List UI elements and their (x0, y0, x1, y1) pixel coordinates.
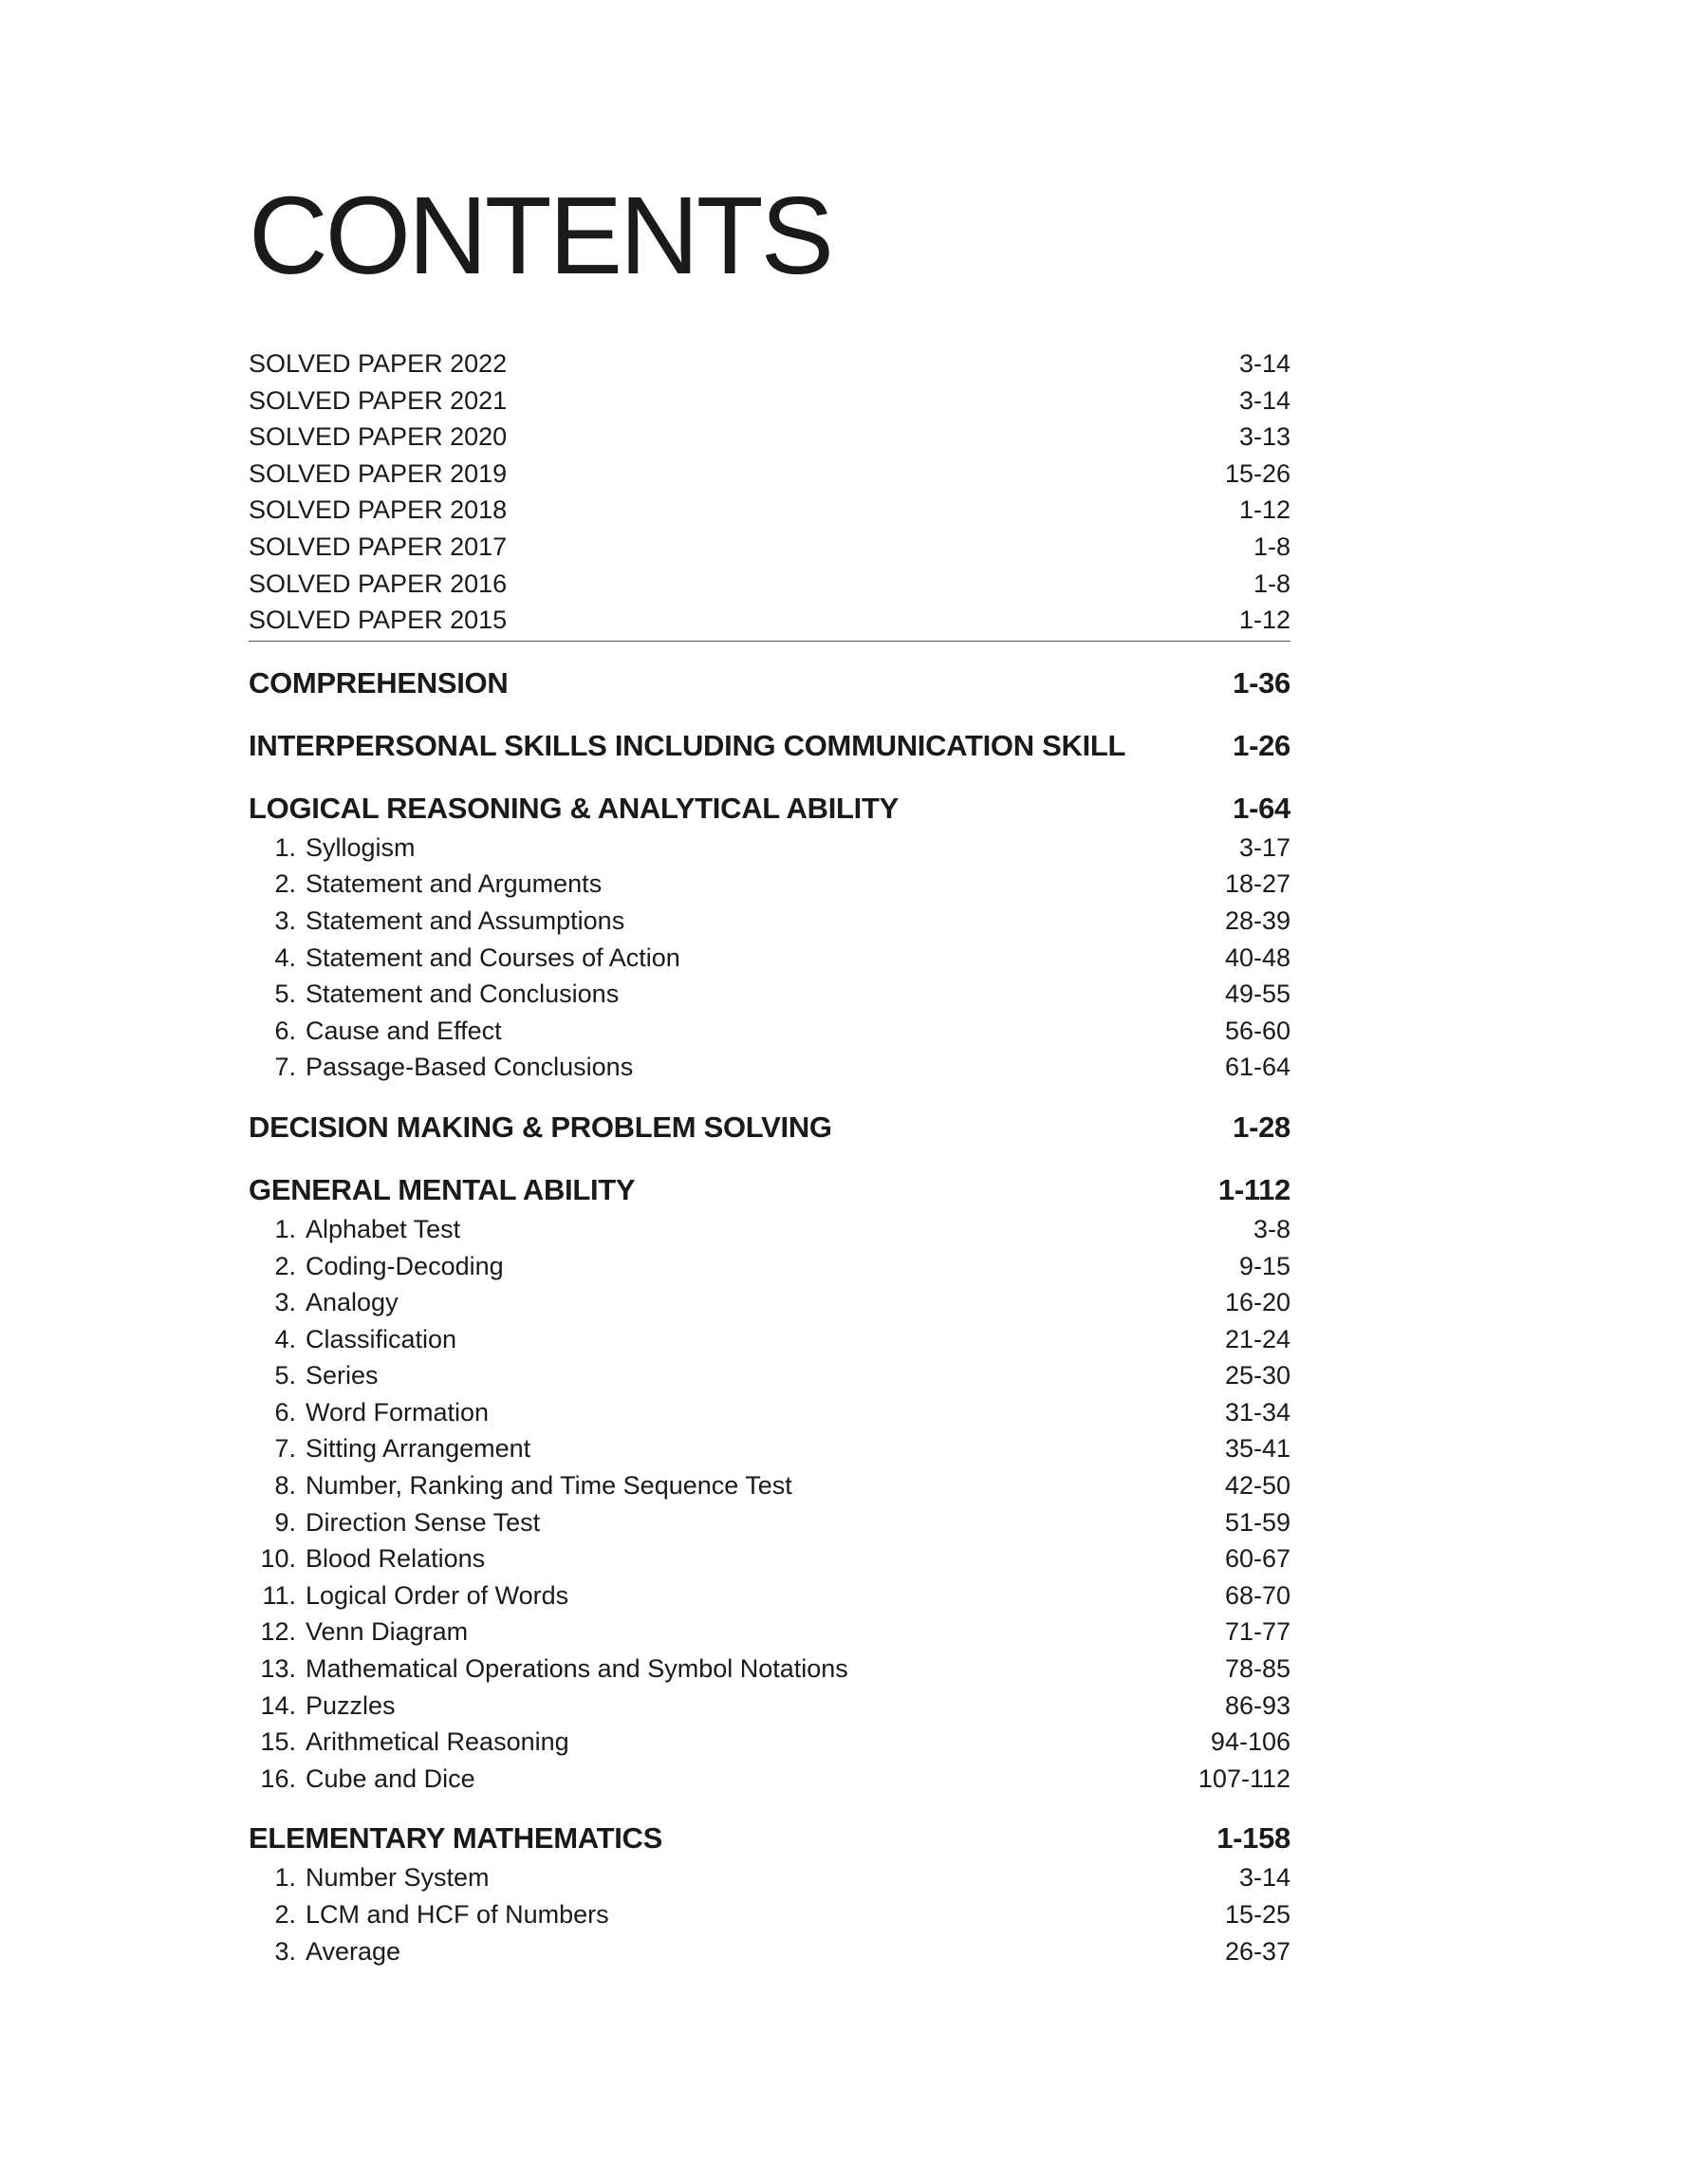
section-pages: 1-64 (1233, 791, 1290, 825)
section-title: GENERAL MENTAL ABILITY (249, 1172, 636, 1206)
solved-paper-pages: 1-8 (1253, 569, 1290, 598)
chapter-title: Cause and Effect (306, 1016, 502, 1045)
chapter-title: Cube and Dice (306, 1763, 475, 1793)
section-heading (249, 1107, 1290, 1148)
chapter-number: 2. (274, 1251, 296, 1280)
chapter-number: 9. (274, 1507, 296, 1537)
chapter-number: 11. (262, 1580, 296, 1610)
chapter-pages: 49-55 (1224, 980, 1290, 1009)
chapter-title: Coding-Decoding (306, 1251, 504, 1280)
chapter-number: 8. (274, 1471, 296, 1501)
section-heading (249, 1818, 1290, 1859)
chapter-pages: 26-37 (1224, 1936, 1290, 1966)
chapter-row (249, 1614, 1290, 1651)
chapter-title: Analogy (306, 1288, 399, 1317)
section-comprehension (249, 662, 1290, 704)
contents-page (249, 174, 1290, 1969)
chapter-title: Word Formation (306, 1397, 490, 1427)
chapter-row (249, 976, 1290, 1013)
chapter-pages: 3-14 (1238, 1863, 1290, 1893)
solved-paper-row (249, 602, 1290, 639)
chapter-row (249, 1577, 1290, 1614)
chapter-row (249, 903, 1290, 940)
solved-paper-pages: 3-14 (1238, 349, 1290, 378)
section-pages: 1-26 (1233, 728, 1290, 762)
solved-paper-pages: 1-12 (1238, 495, 1290, 525)
chapter-title: Venn Diagram (306, 1617, 469, 1647)
chapter-row (249, 1688, 1290, 1725)
chapter-pages: 31-34 (1224, 1397, 1290, 1427)
chapter-pages: 107-112 (1197, 1763, 1290, 1793)
chapter-pages: 3-8 (1253, 1214, 1290, 1243)
chapter-row (249, 1651, 1290, 1688)
chapter-title: Blood Relations (306, 1544, 486, 1574)
chapter-pages: 68-70 (1224, 1580, 1290, 1610)
chapter-number: 10. (260, 1544, 296, 1574)
solved-paper-pages: 1-12 (1238, 606, 1290, 635)
section-heading (249, 725, 1290, 767)
solved-paper-label: SOLVED PAPER 2022 (249, 349, 508, 378)
section-pages: 1-28 (1233, 1110, 1290, 1144)
chapter-number: 1. (274, 1863, 296, 1893)
chapter-number: 4. (274, 942, 296, 972)
chapter-number: 7. (274, 1434, 296, 1464)
chapter-row (249, 1761, 1290, 1798)
chapter-row (249, 1321, 1290, 1358)
chapter-number: 3. (274, 1936, 296, 1966)
chapter-number: 6. (274, 1016, 296, 1045)
chapter-pages: 40-48 (1224, 942, 1290, 972)
chapter-pages: 78-85 (1224, 1654, 1290, 1684)
chapter-row (249, 1394, 1290, 1431)
chapter-pages: 61-64 (1224, 1053, 1290, 1082)
solved-paper-label: SOLVED PAPER 2019 (249, 458, 508, 488)
solved-paper-label: SOLVED PAPER 2017 (249, 532, 508, 561)
solved-paper-label: SOLVED PAPER 2018 (249, 495, 508, 525)
chapter-number: 2. (274, 869, 296, 899)
section-title: DECISION MAKING & PROBLEM SOLVING (249, 1110, 832, 1144)
chapter-number: 3. (274, 1288, 296, 1317)
chapter-title: Passage-Based Conclusions (306, 1053, 634, 1082)
section-title: INTERPERSONAL SKILLS INCLUDING COMMUNICATION SKILL (249, 728, 1126, 762)
section-title: LOGICAL REASONING & ANALYTICAL ABILITY (249, 791, 899, 825)
chapter-title: Mathematical Operations and Symbol Notations (306, 1654, 848, 1684)
chapter-number: 12. (260, 1617, 296, 1647)
section-heading (249, 662, 1290, 704)
solved-paper-row (249, 456, 1290, 493)
section-title: COMPREHENSION (249, 665, 509, 700)
chapter-number: 5. (274, 1361, 296, 1390)
section-interpersonal-skills (249, 725, 1290, 767)
chapter-row (249, 1859, 1290, 1896)
chapter-pages: 16-20 (1224, 1288, 1290, 1317)
chapter-pages: 56-60 (1224, 1016, 1290, 1045)
chapter-title: Logical Order of Words (306, 1580, 569, 1610)
chapter-number: 7. (274, 1053, 296, 1082)
chapter-row (249, 1284, 1290, 1321)
chapter-row (249, 830, 1290, 867)
page-title: CONTENTS (249, 174, 831, 297)
chapter-title: Number System (306, 1863, 490, 1893)
chapter-title: Number, Ranking and Time Sequence Test (306, 1471, 792, 1501)
chapter-pages: 51-59 (1224, 1507, 1290, 1537)
chapter-number: 2. (274, 1900, 296, 1929)
chapter-pages: 60-67 (1224, 1544, 1290, 1574)
chapter-title: Statement and Courses of Action (306, 942, 680, 972)
chapter-pages: 71-77 (1224, 1617, 1290, 1647)
chapter-title: LCM and HCF of Numbers (306, 1900, 609, 1929)
chapter-number: 6. (274, 1397, 296, 1427)
chapter-number: 14. (260, 1690, 296, 1720)
chapter-title: Syllogism (306, 832, 416, 862)
chapter-row (249, 1211, 1290, 1248)
solved-paper-label: SOLVED PAPER 2016 (249, 569, 508, 598)
chapter-row (249, 866, 1290, 903)
chapter-number: 1. (274, 1214, 296, 1243)
chapter-pages: 18-27 (1224, 869, 1290, 899)
chapter-row (249, 940, 1290, 977)
chapter-number: 1. (274, 832, 296, 862)
chapter-title: Average (306, 1936, 401, 1966)
chapter-pages: 9-15 (1238, 1251, 1290, 1280)
solved-paper-row (249, 566, 1290, 603)
solved-paper-pages: 1-8 (1253, 532, 1290, 561)
solved-paper-row (249, 492, 1290, 529)
chapter-row (249, 1248, 1290, 1285)
chapter-row (249, 1467, 1290, 1504)
section-heading (249, 788, 1290, 830)
chapter-row (249, 1896, 1290, 1933)
chapter-title: Alphabet Test (306, 1214, 461, 1243)
chapter-row (249, 1013, 1290, 1050)
solved-paper-row (249, 382, 1290, 420)
solved-paper-label: SOLVED PAPER 2020 (249, 422, 508, 452)
solved-paper-pages: 3-13 (1238, 422, 1290, 452)
chapter-title: Statement and Arguments (306, 869, 603, 899)
chapter-number: 13. (260, 1654, 296, 1684)
chapter-pages: 94-106 (1210, 1727, 1290, 1757)
section-pages: 1-36 (1233, 665, 1290, 700)
section-pages: 1-158 (1216, 1821, 1290, 1856)
section-title: ELEMENTARY MATHEMATICS (249, 1821, 662, 1856)
chapter-number: 3. (274, 905, 296, 935)
chapter-number: 16. (260, 1763, 296, 1793)
solved-paper-pages: 15-26 (1224, 458, 1290, 488)
section-decision-making (249, 1107, 1290, 1148)
chapter-pages: 21-24 (1224, 1324, 1290, 1353)
solved-paper-pages: 3-14 (1238, 385, 1290, 415)
chapter-pages: 35-41 (1224, 1434, 1290, 1464)
chapter-pages: 15-25 (1224, 1900, 1290, 1929)
solved-paper-row (249, 419, 1290, 456)
chapter-row (249, 1357, 1290, 1394)
solved-paper-row (249, 345, 1290, 382)
chapter-title: Direction Sense Test (306, 1507, 541, 1537)
chapter-row (249, 1504, 1290, 1541)
chapter-number: 4. (274, 1324, 296, 1353)
chapter-title: Series (306, 1361, 379, 1390)
section-pages: 1-112 (1217, 1172, 1290, 1206)
chapter-pages: 25-30 (1224, 1361, 1290, 1390)
chapter-row (249, 1724, 1290, 1761)
chapter-title: Puzzles (306, 1690, 396, 1720)
section-heading (249, 1169, 1290, 1211)
chapter-title: Statement and Assumptions (306, 905, 625, 935)
solved-papers-list (249, 345, 1290, 642)
divider (249, 641, 1290, 642)
chapter-row (249, 1933, 1290, 1970)
chapter-title: Statement and Conclusions (306, 980, 620, 1009)
section-elementary-mathematics (249, 1818, 1290, 1969)
section-general-mental-ability (249, 1169, 1290, 1798)
solved-paper-label: SOLVED PAPER 2021 (249, 385, 508, 415)
chapter-number: 15. (260, 1727, 296, 1757)
chapter-row (249, 1049, 1290, 1086)
chapter-pages: 28-39 (1224, 905, 1290, 935)
solved-paper-label: SOLVED PAPER 2015 (249, 606, 508, 635)
chapter-pages: 3-17 (1238, 832, 1290, 862)
chapter-number: 5. (274, 980, 296, 1009)
chapter-title: Sitting Arrangement (306, 1434, 531, 1464)
chapter-title: Arithmetical Reasoning (306, 1727, 569, 1757)
section-logical-reasoning (249, 788, 1290, 1086)
chapter-row (249, 1430, 1290, 1467)
solved-paper-row (249, 529, 1290, 566)
chapter-pages: 86-93 (1224, 1690, 1290, 1720)
chapter-pages: 42-50 (1224, 1471, 1290, 1501)
chapter-title: Classification (306, 1324, 457, 1353)
chapter-row (249, 1540, 1290, 1577)
